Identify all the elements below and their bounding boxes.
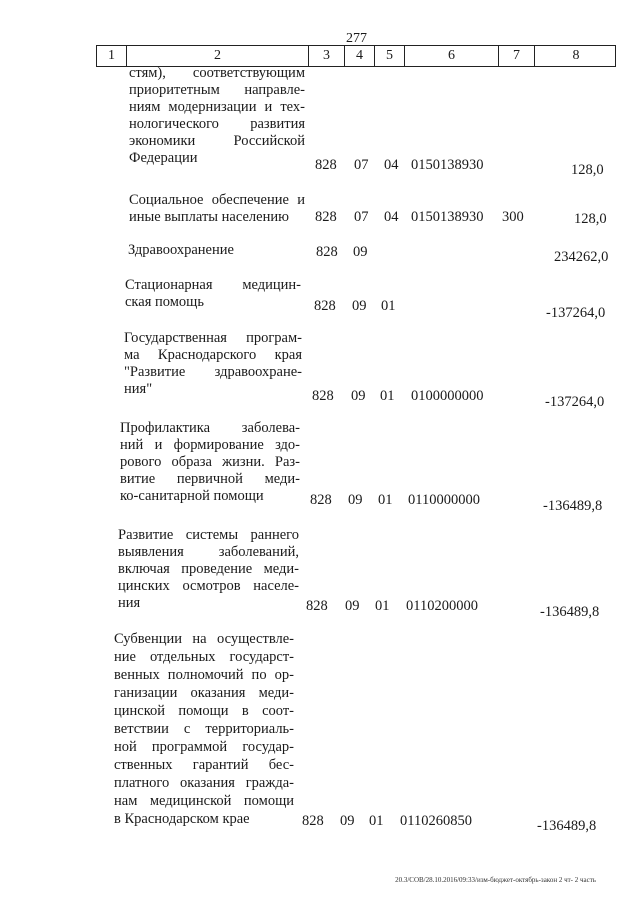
description-line: стям), соответствующим	[129, 65, 305, 81]
cell-c6: 0100000000	[411, 388, 484, 404]
description-line: экономики Российской	[129, 133, 305, 149]
column-header: 8	[572, 48, 580, 63]
cell-c7: 300	[502, 209, 524, 225]
cell-c8: -137264,0	[545, 394, 605, 410]
column-header: 3	[309, 46, 345, 66]
cell-c6: 0150138930	[411, 157, 484, 173]
cell-c3: 828	[310, 492, 332, 508]
cell-c3: 828	[315, 209, 337, 225]
description-line: Стационарная медицин-	[125, 277, 301, 293]
cell-c8: -137264,0	[546, 305, 606, 321]
cell-c5: 01	[381, 298, 396, 314]
row-description	[125, 277, 301, 311]
description-line: ма Краснодарского края	[124, 347, 302, 363]
cell-c6: 0110000000	[408, 492, 480, 508]
description-line: выявления заболеваний,	[118, 544, 299, 560]
description-line: цинских осмотров населе-	[118, 578, 299, 594]
cell-c6: 0110260850	[400, 813, 472, 829]
cell-c8: 128,0	[574, 211, 607, 227]
table-header-row	[96, 45, 616, 67]
cell-c8: -136489,8	[537, 818, 597, 834]
cell-c6: 0110200000	[406, 598, 478, 614]
description-line: ганизации оказания меди-	[114, 685, 294, 701]
description-line: ние отдельных государст-	[114, 649, 294, 665]
description-line: нам медицинской помощи	[114, 793, 294, 809]
cell-c5: 04	[384, 157, 399, 173]
cell-c4: 09	[352, 298, 367, 314]
description-line: приоритетным направле-	[129, 82, 305, 98]
description-line: "Развитие здравоохране-	[124, 364, 302, 380]
cell-c8: 128,0	[571, 162, 604, 178]
description-line: витие первичной меди-	[120, 471, 300, 487]
cell-c3: 828	[312, 388, 334, 404]
description-line: ко-санитарной помощи	[120, 488, 264, 504]
cell-c5: 01	[375, 598, 390, 614]
row-description	[124, 330, 302, 398]
column-header: 6	[405, 46, 499, 66]
description-line: ния"	[124, 381, 153, 397]
column-header: 7	[499, 46, 535, 66]
description-line: Субвенции на осуществле-	[114, 631, 294, 647]
row-description	[114, 630, 294, 828]
cell-c8: -136489,8	[543, 498, 603, 514]
cell-c4: 09	[340, 813, 355, 829]
cell-c3: 828	[316, 244, 338, 260]
page-number: 277	[346, 31, 367, 46]
description-line: ственных гарантий бес-	[114, 757, 294, 773]
description-line: ний и формирование здо-	[120, 437, 300, 453]
cell-c4: 09	[348, 492, 363, 508]
description-line: иные выплаты населению	[129, 209, 289, 225]
column-header: 2	[127, 46, 309, 66]
description-line: ветствии с территориаль-	[114, 721, 294, 737]
description-line: ская помощь	[125, 294, 204, 310]
description-line: рового образа жизни. Раз-	[120, 454, 300, 470]
cell-c5: 01	[380, 388, 395, 404]
cell-c5: 01	[369, 813, 384, 829]
row-description	[118, 527, 299, 612]
description-line: ниям модернизации и тех-	[129, 99, 305, 115]
cell-c3: 828	[315, 157, 337, 173]
footer-note: 20.3/СОВ/28.10.2016/09:33/изм-бюджет-октябрь-закон 2 чт- 2 часть	[395, 876, 596, 884]
description-line: платного оказания гражда-	[114, 775, 294, 791]
cell-c8: -136489,8	[540, 604, 600, 620]
description-line: включая проведение меди-	[118, 561, 299, 577]
description-line: Государственная програм-	[124, 330, 302, 346]
cell-c4: 09	[351, 388, 366, 404]
description-line: в Краснодарском крае	[114, 811, 250, 827]
row-description	[129, 192, 305, 226]
description-line: Здравоохранение	[128, 242, 234, 258]
cell-c5: 04	[384, 209, 399, 225]
description-line: Профилактика заболева-	[120, 420, 300, 436]
description-line: ния	[118, 595, 141, 611]
description-line: венных полномочий по ор-	[114, 667, 294, 683]
cell-c4: 07	[354, 209, 369, 225]
description-line: цинской помощи в соот-	[114, 703, 294, 719]
cell-c3: 828	[302, 813, 324, 829]
description-line: нологического развития	[129, 116, 305, 132]
description-line: ной программой государ-	[114, 739, 294, 755]
column-header: 5	[375, 46, 405, 66]
cell-c5: 01	[378, 492, 393, 508]
cell-c8: 234262,0	[554, 249, 609, 265]
row-description	[120, 420, 300, 505]
row-description	[129, 65, 305, 167]
description-line: Федерации	[129, 150, 198, 166]
cell-c3: 828	[314, 298, 336, 314]
row-description	[128, 242, 304, 259]
cell-c4: 09	[353, 244, 368, 260]
cell-c4: 09	[345, 598, 360, 614]
cell-c6: 0150138930	[411, 209, 484, 225]
description-line: Социальное обеспечение и	[129, 192, 305, 208]
column-header: 1	[97, 46, 127, 66]
description-line: Развитие системы раннего	[118, 527, 299, 543]
cell-c3: 828	[306, 598, 328, 614]
cell-c4: 07	[354, 157, 369, 173]
column-header: 4	[345, 46, 375, 66]
